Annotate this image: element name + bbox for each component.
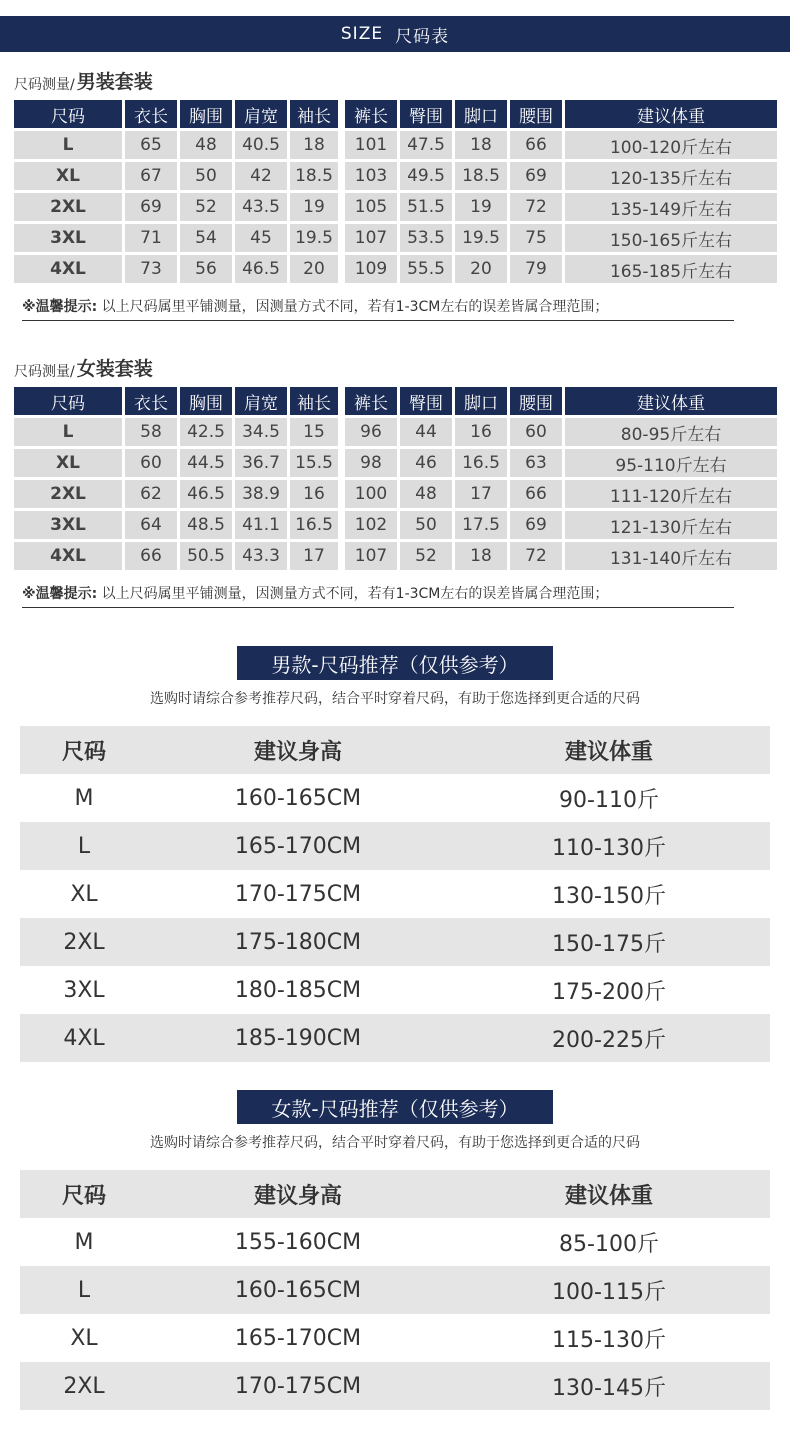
table-cell: 103 xyxy=(345,162,397,190)
table-cell: 17 xyxy=(455,480,507,508)
men-rec-subtitle: 选购时请综合参考推荐尺码，结合平时穿着尺码，有助于您选择到更合适的尺码 xyxy=(150,691,640,707)
table-cell: 50 xyxy=(180,162,232,190)
size-label: 2XL xyxy=(14,193,122,221)
size-label: L xyxy=(14,418,122,446)
table-row xyxy=(20,774,770,822)
table-cell: 150-175斤 xyxy=(552,931,666,957)
column-header: 肩宽 xyxy=(235,387,287,415)
table-cell: 2XL xyxy=(63,1373,105,1399)
table-cell: 19.5 xyxy=(455,224,507,252)
column-header: 建议体重 xyxy=(565,100,777,128)
table-cell: 20 xyxy=(455,255,507,283)
table-cell: 50 xyxy=(400,511,452,539)
women-rec-subtitle: 选购时请综合参考推荐尺码，结合平时穿着尺码，有助于您选择到更合适的尺码 xyxy=(150,1135,640,1151)
table-cell: 48 xyxy=(180,131,232,159)
table-cell: 44 xyxy=(400,418,452,446)
table-cell: 43.3 xyxy=(235,542,287,570)
table-cell: 66 xyxy=(125,542,177,570)
table-cell: 34.5 xyxy=(235,418,287,446)
column-header: 建议体重 xyxy=(564,1183,653,1209)
table-cell: XL xyxy=(70,1325,98,1351)
table-cell: 100-120斤左右 xyxy=(565,131,777,159)
table-cell: 54 xyxy=(180,224,232,252)
table-cell: 18 xyxy=(455,542,507,570)
column-header: 建议体重 xyxy=(564,739,653,765)
table-cell: 185-190CM xyxy=(234,1025,362,1051)
table-cell: 175-200斤 xyxy=(552,979,666,1005)
table-cell: 46 xyxy=(400,449,452,477)
table-cell: 165-170CM xyxy=(234,833,362,859)
table-cell: 73 xyxy=(125,255,177,283)
table-cell: 72 xyxy=(510,542,562,570)
table-cell: 107 xyxy=(345,542,397,570)
table-cell: 72 xyxy=(510,193,562,221)
table-cell: 110-130斤 xyxy=(552,835,666,861)
table-cell: 16.5 xyxy=(290,511,338,539)
column-header: 裤长 xyxy=(345,100,397,128)
table-cell: 102 xyxy=(345,511,397,539)
table-cell: 165-170CM xyxy=(234,1325,362,1351)
column-header: 臀围 xyxy=(400,100,452,128)
table-cell: 16 xyxy=(290,480,338,508)
table-cell: 69 xyxy=(510,162,562,190)
table-cell: 96 xyxy=(345,418,397,446)
men-rec-title: 男款-尺码推荐（仅供参考） xyxy=(237,646,553,680)
table-cell: 52 xyxy=(180,193,232,221)
column-header: 衣长 xyxy=(125,100,177,128)
size-label: 4XL xyxy=(14,542,122,570)
table-cell: 48 xyxy=(400,480,452,508)
column-header: 脚口 xyxy=(455,100,507,128)
table-cell: 100 xyxy=(345,480,397,508)
table-cell: L xyxy=(77,833,91,859)
column-header: 胸围 xyxy=(180,100,232,128)
table-cell: 71 xyxy=(125,224,177,252)
table-cell: 135-149斤左右 xyxy=(565,193,777,221)
rec-header-row xyxy=(20,1170,770,1218)
column-header: 腰围 xyxy=(510,387,562,415)
table-cell: 58 xyxy=(125,418,177,446)
table-row xyxy=(20,1218,770,1266)
table-row xyxy=(20,1362,770,1410)
size-label: 2XL xyxy=(14,480,122,508)
size-label: L xyxy=(14,131,122,159)
column-header: 胸围 xyxy=(180,387,232,415)
table-cell: 3XL xyxy=(63,977,105,1003)
table-row xyxy=(20,870,770,918)
table-cell: 85-100斤 xyxy=(559,1231,659,1257)
column-header: 尺码 xyxy=(61,1183,106,1209)
column-header: 衣长 xyxy=(125,387,177,415)
table-cell: 60 xyxy=(125,449,177,477)
table-cell: 48.5 xyxy=(180,511,232,539)
table-cell: 56 xyxy=(180,255,232,283)
table-cell: 19 xyxy=(455,193,507,221)
table-cell: 41.1 xyxy=(235,511,287,539)
table-cell: 170-175CM xyxy=(234,881,362,907)
table-cell: 63 xyxy=(510,449,562,477)
column-header: 建议身高 xyxy=(253,1183,342,1209)
size-chart-banner xyxy=(0,16,790,52)
table-cell: 155-160CM xyxy=(234,1229,362,1255)
table-cell: 17.5 xyxy=(455,511,507,539)
banner-en: SIZE xyxy=(340,24,384,44)
table-cell: 111-120斤左右 xyxy=(565,480,777,508)
table-cell: 75 xyxy=(510,224,562,252)
table-cell: 52 xyxy=(400,542,452,570)
table-cell: 17 xyxy=(290,542,338,570)
table-cell: 46.5 xyxy=(180,480,232,508)
table-cell: 121-130斤左右 xyxy=(565,511,777,539)
rec-header-row xyxy=(20,726,770,774)
table-cell: 42 xyxy=(235,162,287,190)
table-cell: 66 xyxy=(510,480,562,508)
table-cell: 19 xyxy=(290,193,338,221)
men-spec-table xyxy=(14,100,778,283)
table-cell: 60 xyxy=(510,418,562,446)
table-cell: 2XL xyxy=(63,929,105,955)
table-cell: 18.5 xyxy=(455,162,507,190)
column-header: 腰围 xyxy=(510,100,562,128)
table-cell: 109 xyxy=(345,255,397,283)
men-spec-note: ※温馨提示: 以上尺码属里平铺测量，因测量方式不同，若有1-3CM左右的误差皆属合理范围； xyxy=(22,296,734,321)
size-label: 4XL xyxy=(14,255,122,283)
table-cell: 200-225斤 xyxy=(552,1027,666,1053)
table-cell: 64 xyxy=(125,511,177,539)
column-header: 裤长 xyxy=(345,387,397,415)
table-cell: 175-180CM xyxy=(234,929,362,955)
table-cell: 160-165CM xyxy=(234,785,362,811)
table-cell: 62 xyxy=(125,480,177,508)
table-row xyxy=(20,1014,770,1062)
table-cell: 130-145斤 xyxy=(552,1375,666,1401)
table-cell: 15.5 xyxy=(290,449,338,477)
table-row xyxy=(20,1266,770,1314)
table-cell: 165-185斤左右 xyxy=(565,255,777,283)
column-header: 尺码 xyxy=(14,387,122,415)
table-cell: M xyxy=(74,1229,94,1255)
size-label: 3XL xyxy=(14,511,122,539)
table-cell: 107 xyxy=(345,224,397,252)
table-cell: 15 xyxy=(290,418,338,446)
table-cell: 66 xyxy=(510,131,562,159)
table-cell: 36.7 xyxy=(235,449,287,477)
table-cell: 16 xyxy=(455,418,507,446)
men-spec-title: 尺码测量/ 男装套装 xyxy=(14,71,153,93)
table-cell: 40.5 xyxy=(235,131,287,159)
table-cell: 180-185CM xyxy=(234,977,362,1003)
column-header: 袖长 xyxy=(290,387,338,415)
table-cell: 20 xyxy=(290,255,338,283)
column-header: 脚口 xyxy=(455,387,507,415)
table-row xyxy=(20,1314,770,1362)
table-cell: 90-110斤 xyxy=(559,787,659,813)
table-cell: 95-110斤左右 xyxy=(565,449,777,477)
table-cell: 101 xyxy=(345,131,397,159)
women-spec-note: ※温馨提示: 以上尺码属里平铺测量，因测量方式不同，若有1-3CM左右的误差皆属合理范围； xyxy=(22,583,734,608)
table-cell: 46.5 xyxy=(235,255,287,283)
table-cell: 67 xyxy=(125,162,177,190)
column-header: 袖长 xyxy=(290,100,338,128)
table-cell: 130-150斤 xyxy=(552,883,666,909)
column-header: 尺码 xyxy=(14,100,122,128)
column-header: 尺码 xyxy=(61,739,106,765)
table-cell: 42.5 xyxy=(180,418,232,446)
table-cell: 19.5 xyxy=(290,224,338,252)
table-cell: 98 xyxy=(345,449,397,477)
table-cell: 65 xyxy=(125,131,177,159)
women-spec-table xyxy=(14,387,778,570)
table-cell: 18 xyxy=(290,131,338,159)
table-cell: L xyxy=(77,1277,91,1303)
table-row xyxy=(20,822,770,870)
table-cell: 4XL xyxy=(63,1025,105,1051)
column-header: 臀围 xyxy=(400,387,452,415)
table-cell: 80-95斤左右 xyxy=(565,418,777,446)
table-cell: XL xyxy=(70,881,98,907)
table-cell: 55.5 xyxy=(400,255,452,283)
men-rec-table xyxy=(20,726,770,1062)
column-header: 建议体重 xyxy=(565,387,777,415)
table-cell: 120-135斤左右 xyxy=(565,162,777,190)
table-cell: 38.9 xyxy=(235,480,287,508)
table-cell: 49.5 xyxy=(400,162,452,190)
table-cell: 100-115斤 xyxy=(552,1279,666,1305)
table-row xyxy=(20,966,770,1014)
table-cell: 44.5 xyxy=(180,449,232,477)
table-cell: 105 xyxy=(345,193,397,221)
women-spec-title: 尺码测量/ 女装套装 xyxy=(14,358,153,380)
table-cell: 69 xyxy=(510,511,562,539)
table-cell: 16.5 xyxy=(455,449,507,477)
column-header: 肩宽 xyxy=(235,100,287,128)
table-cell: 160-165CM xyxy=(234,1277,362,1303)
table-cell: 69 xyxy=(125,193,177,221)
table-cell: 18 xyxy=(455,131,507,159)
table-cell: 115-130斤 xyxy=(552,1327,666,1353)
women-rec-table xyxy=(20,1170,770,1410)
size-label: XL xyxy=(14,449,122,477)
table-row xyxy=(20,918,770,966)
table-cell: 170-175CM xyxy=(234,1373,362,1399)
table-cell: 43.5 xyxy=(235,193,287,221)
table-cell: 18.5 xyxy=(290,162,338,190)
table-cell: 79 xyxy=(510,255,562,283)
table-cell: 50.5 xyxy=(180,542,232,570)
women-rec-title: 女款-尺码推荐（仅供参考） xyxy=(237,1090,553,1124)
table-cell: 45 xyxy=(235,224,287,252)
size-label: 3XL xyxy=(14,224,122,252)
banner-zh: 尺码表 xyxy=(395,26,450,47)
table-cell: 47.5 xyxy=(400,131,452,159)
table-cell: 51.5 xyxy=(400,193,452,221)
size-label: XL xyxy=(14,162,122,190)
table-cell: M xyxy=(74,785,94,811)
column-header: 建议身高 xyxy=(253,739,342,765)
table-cell: 150-165斤左右 xyxy=(565,224,777,252)
table-cell: 131-140斤左右 xyxy=(565,542,777,570)
table-cell: 53.5 xyxy=(400,224,452,252)
